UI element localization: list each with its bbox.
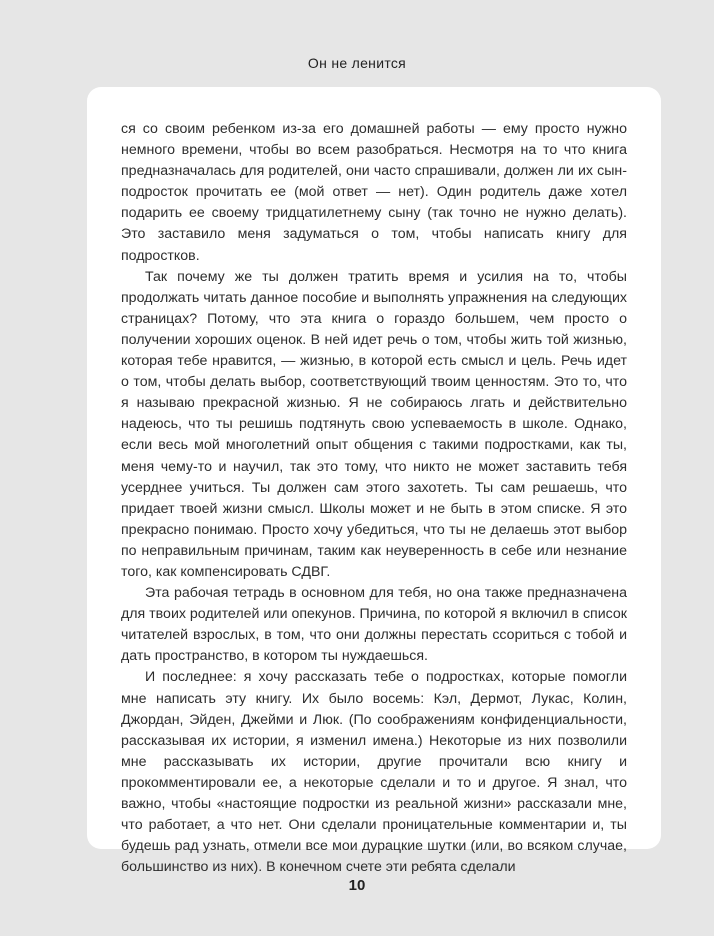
paragraph-1: ся со своим ребенком из-за его домашней работы — ему просто нужно немного времени, чтобы во всем разобраться. Несмотря на то что книга предназначалась для родителей, они часто спрашивали, должен ли их сын-подросток прочитать ее (мой ответ — нет). Один родитель даже хотел подарить ее своему тридцатилетнему сыну (так точно не нужно делать). Это заставило меня задуматься о том, чтобы написать книгу для подростков.: [121, 121, 627, 264]
paragraph-4: И последнее: я хочу рассказать тебе о подростках, которые помогли мне написать эту книгу. Их было восемь: Кэл, Дермот, Лукас, Колин, Джордан, Эйден, Джейми и Люк. (По соображениям конфиденциальности, рассказывая их истории, я изменил имена.) Некоторые из них позволили мне рассказывать их истории, другие прочитали всю книгу и прокомментировали ее, а некоторые сделали и то и другое. Я знал, что важно, чтобы «настоящие подростки из реальной жизни» рассказали мне, что работает, а что нет. Они сделали проницательные комментарии и, ты будешь рад узнать, отмели все мои дурацкие шутки (или, во всяком случае, большинство из них). В конечном счете эти ребята сделали: [121, 669, 627, 876]
page-number: 10: [348, 877, 366, 894]
content-card: [87, 87, 661, 876]
paragraph-2: Так почему же ты должен тратить время и усилия на то, чтобы продолжать читать данное пособие и выполнять упражнения на следующих страницах? Потому, что эта книга о гораздо большем, чем просто о получении хороших оценок. В ней идет речь о том, чтобы жить той жизнью, которая тебе нравится, — жизнью, в которой есть смысл и цель. Речь идет о том, чтобы делать выбор, соответствующий твоим ценностям. Это то, что я называю прекрасной жизнью. Я не собираюсь лгать и действительно надеюсь, что ты решишь подтянуть свою успеваемость в школе. Однако, если весь мой многолетний опыт общения с такими подростками, как ты, меня чему-то и научил, так это тому, что никто не может заставить тебя усерднее учиться. Ты должен сам этого захотеть. Ты сам решаешь, что придает твоей жизни смысл. Школы может и не быть в этом списке. Я это прекрасно понимаю. Просто хочу убедиться, что ты не делаешь этот выбор по неправильным причинам, таким как неуверенность в себе или незнание того, как компенсировать СДВГ.: [121, 268, 627, 580]
running-header: Он не ленится: [307, 55, 407, 71]
paragraph-3: Эта рабочая тетрадь в основном для тебя, но она также предназначена для твоих родителей или опекунов. Причина, по которой я включил в список читателей взрослых, в том, что они должны перестать ссориться с тобой и дать пространство, в котором ты нуждаешься.: [121, 585, 627, 665]
